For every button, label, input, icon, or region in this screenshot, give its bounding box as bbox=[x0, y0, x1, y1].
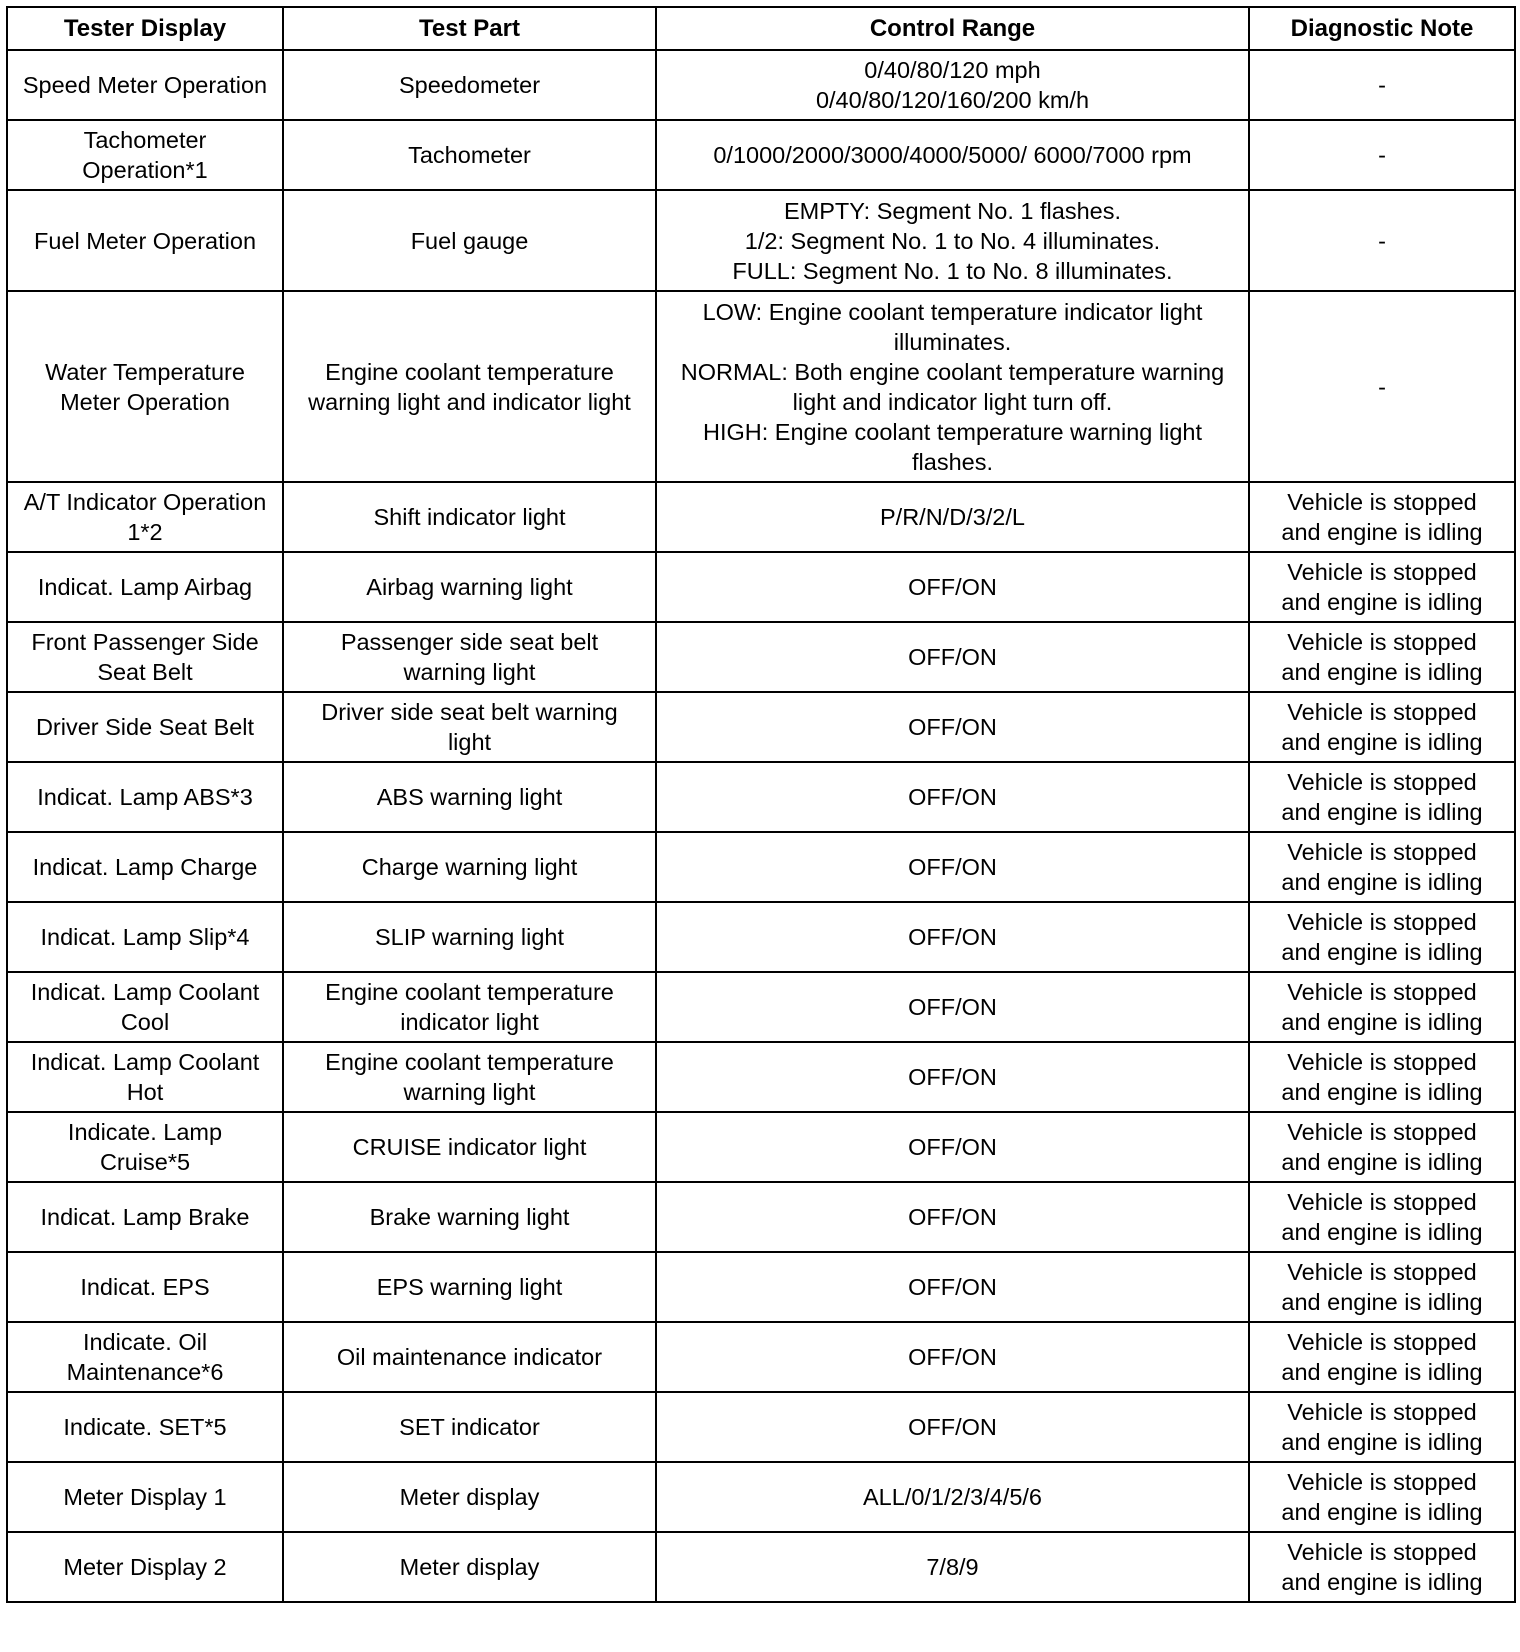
cell-tester-display: Indicat. Lamp Charge bbox=[7, 832, 283, 902]
table-row bbox=[7, 50, 1515, 120]
table-row bbox=[7, 1462, 1515, 1532]
table-row bbox=[7, 552, 1515, 622]
cell-control-range: ALL/0/1/2/3/4/5/6 bbox=[656, 1462, 1249, 1532]
cell-tester-display: Fuel Meter Operation bbox=[7, 190, 283, 291]
cell-control-range: EMPTY: Segment No. 1 flashes. 1/2: Segment No. 1 to No. 4 illuminates. FULL: Segment No. 1 to No. 8 illuminates. bbox=[656, 190, 1249, 291]
cell-tester-display: Indicat. Lamp Airbag bbox=[7, 552, 283, 622]
cell-diagnostic-note: Vehicle is stopped and engine is idling bbox=[1249, 902, 1515, 972]
cell-test-part: Driver side seat belt warning light bbox=[283, 692, 656, 762]
cell-test-part: SET indicator bbox=[283, 1392, 656, 1462]
cell-control-range: OFF/ON bbox=[656, 902, 1249, 972]
cell-diagnostic-note: Vehicle is stopped and engine is idling bbox=[1249, 1252, 1515, 1322]
table-row bbox=[7, 972, 1515, 1042]
cell-diagnostic-note: Vehicle is stopped and engine is idling bbox=[1249, 1112, 1515, 1182]
table-row bbox=[7, 1392, 1515, 1462]
cell-tester-display: Indicat. Lamp Brake bbox=[7, 1182, 283, 1252]
cell-control-range: LOW: Engine coolant temperature indicator light illuminates. NORMAL: Both engine coolant temperature warning light and indicator light turn off. HIGH: Engine coolant temperature warning light flashes. bbox=[656, 291, 1249, 482]
table-row bbox=[7, 1532, 1515, 1602]
cell-diagnostic-note: Vehicle is stopped and engine is idling bbox=[1249, 1532, 1515, 1602]
cell-test-part: Passenger side seat belt warning light bbox=[283, 622, 656, 692]
cell-diagnostic-note: Vehicle is stopped and engine is idling bbox=[1249, 762, 1515, 832]
cell-diagnostic-note: Vehicle is stopped and engine is idling bbox=[1249, 832, 1515, 902]
cell-diagnostic-note: Vehicle is stopped and engine is idling bbox=[1249, 1042, 1515, 1112]
cell-tester-display: A/T Indicator Operation 1*2 bbox=[7, 482, 283, 552]
table-row bbox=[7, 1042, 1515, 1112]
header-diagnostic-note: Diagnostic Note bbox=[1249, 7, 1515, 50]
table-row bbox=[7, 120, 1515, 190]
cell-tester-display: Indicat. Lamp Slip*4 bbox=[7, 902, 283, 972]
cell-test-part: Engine coolant temperature indicator light bbox=[283, 972, 656, 1042]
cell-tester-display: Indicate. Oil Maintenance*6 bbox=[7, 1322, 283, 1392]
cell-tester-display: Indicat. Lamp ABS*3 bbox=[7, 762, 283, 832]
cell-tester-display: Meter Display 1 bbox=[7, 1462, 283, 1532]
cell-tester-display: Indicat. EPS bbox=[7, 1252, 283, 1322]
cell-control-range: OFF/ON bbox=[656, 622, 1249, 692]
cell-control-range: OFF/ON bbox=[656, 1252, 1249, 1322]
cell-test-part: Airbag warning light bbox=[283, 552, 656, 622]
cell-diagnostic-note: Vehicle is stopped and engine is idling bbox=[1249, 1392, 1515, 1462]
table-header-row bbox=[7, 7, 1515, 50]
cell-tester-display: Tachometer Operation*1 bbox=[7, 120, 283, 190]
table-row bbox=[7, 692, 1515, 762]
cell-control-range: OFF/ON bbox=[656, 1322, 1249, 1392]
cell-control-range: OFF/ON bbox=[656, 552, 1249, 622]
cell-diagnostic-note: Vehicle is stopped and engine is idling bbox=[1249, 1462, 1515, 1532]
cell-test-part: Speedometer bbox=[283, 50, 656, 120]
cell-test-part: Brake warning light bbox=[283, 1182, 656, 1252]
cell-test-part: Charge warning light bbox=[283, 832, 656, 902]
table-row bbox=[7, 291, 1515, 482]
header-test-part: Test Part bbox=[283, 7, 656, 50]
cell-diagnostic-note: Vehicle is stopped and engine is idling bbox=[1249, 622, 1515, 692]
table-row bbox=[7, 902, 1515, 972]
table-row bbox=[7, 190, 1515, 291]
cell-diagnostic-note: Vehicle is stopped and engine is idling bbox=[1249, 972, 1515, 1042]
cell-tester-display: Indicat. Lamp Coolant Cool bbox=[7, 972, 283, 1042]
table-row bbox=[7, 1252, 1515, 1322]
cell-diagnostic-note: Vehicle is stopped and engine is idling bbox=[1249, 1182, 1515, 1252]
cell-control-range: OFF/ON bbox=[656, 762, 1249, 832]
cell-control-range: OFF/ON bbox=[656, 1182, 1249, 1252]
cell-control-range: 0/1000/2000/3000/4000/5000/ 6000/7000 rpm bbox=[656, 120, 1249, 190]
cell-test-part: Meter display bbox=[283, 1532, 656, 1602]
cell-control-range: OFF/ON bbox=[656, 1042, 1249, 1112]
cell-diagnostic-note: Vehicle is stopped and engine is idling bbox=[1249, 482, 1515, 552]
table-row bbox=[7, 832, 1515, 902]
cell-tester-display: Driver Side Seat Belt bbox=[7, 692, 283, 762]
cell-tester-display: Indicate. SET*5 bbox=[7, 1392, 283, 1462]
cell-control-range: OFF/ON bbox=[656, 1392, 1249, 1462]
cell-diagnostic-note: Vehicle is stopped and engine is idling bbox=[1249, 1322, 1515, 1392]
cell-control-range: P/R/N/D/3/2/L bbox=[656, 482, 1249, 552]
cell-diagnostic-note: - bbox=[1249, 291, 1515, 482]
cell-diagnostic-note: Vehicle is stopped and engine is idling bbox=[1249, 552, 1515, 622]
cell-tester-display: Indicate. Lamp Cruise*5 bbox=[7, 1112, 283, 1182]
cell-test-part: Engine coolant temperature warning light and indicator light bbox=[283, 291, 656, 482]
table-row bbox=[7, 1112, 1515, 1182]
cell-test-part: SLIP warning light bbox=[283, 902, 656, 972]
cell-diagnostic-note: Vehicle is stopped and engine is idling bbox=[1249, 692, 1515, 762]
cell-control-range: OFF/ON bbox=[656, 692, 1249, 762]
cell-tester-display: Water Temperature Meter Operation bbox=[7, 291, 283, 482]
table-row bbox=[7, 482, 1515, 552]
active-test-table bbox=[6, 6, 1516, 1603]
table-row bbox=[7, 1322, 1515, 1392]
cell-control-range: OFF/ON bbox=[656, 972, 1249, 1042]
cell-test-part: Oil maintenance indicator bbox=[283, 1322, 656, 1392]
cell-diagnostic-note: - bbox=[1249, 120, 1515, 190]
cell-control-range: OFF/ON bbox=[656, 832, 1249, 902]
cell-control-range: OFF/ON bbox=[656, 1112, 1249, 1182]
cell-test-part: Shift indicator light bbox=[283, 482, 656, 552]
cell-control-range: 0/40/80/120 mph 0/40/80/120/160/200 km/h bbox=[656, 50, 1249, 120]
cell-tester-display: Speed Meter Operation bbox=[7, 50, 283, 120]
cell-tester-display: Front Passenger Side Seat Belt bbox=[7, 622, 283, 692]
cell-control-range: 7/8/9 bbox=[656, 1532, 1249, 1602]
cell-test-part: EPS warning light bbox=[283, 1252, 656, 1322]
cell-tester-display: Indicat. Lamp Coolant Hot bbox=[7, 1042, 283, 1112]
header-tester-display: Tester Display bbox=[7, 7, 283, 50]
cell-test-part: Tachometer bbox=[283, 120, 656, 190]
cell-test-part: CRUISE indicator light bbox=[283, 1112, 656, 1182]
cell-test-part: Meter display bbox=[283, 1462, 656, 1532]
header-control-range: Control Range bbox=[656, 7, 1249, 50]
cell-test-part: Engine coolant temperature warning light bbox=[283, 1042, 656, 1112]
cell-diagnostic-note: - bbox=[1249, 190, 1515, 291]
table-row bbox=[7, 622, 1515, 692]
table-row bbox=[7, 1182, 1515, 1252]
cell-test-part: Fuel gauge bbox=[283, 190, 656, 291]
cell-diagnostic-note: - bbox=[1249, 50, 1515, 120]
cell-tester-display: Meter Display 2 bbox=[7, 1532, 283, 1602]
cell-test-part: ABS warning light bbox=[283, 762, 656, 832]
table-row bbox=[7, 762, 1515, 832]
